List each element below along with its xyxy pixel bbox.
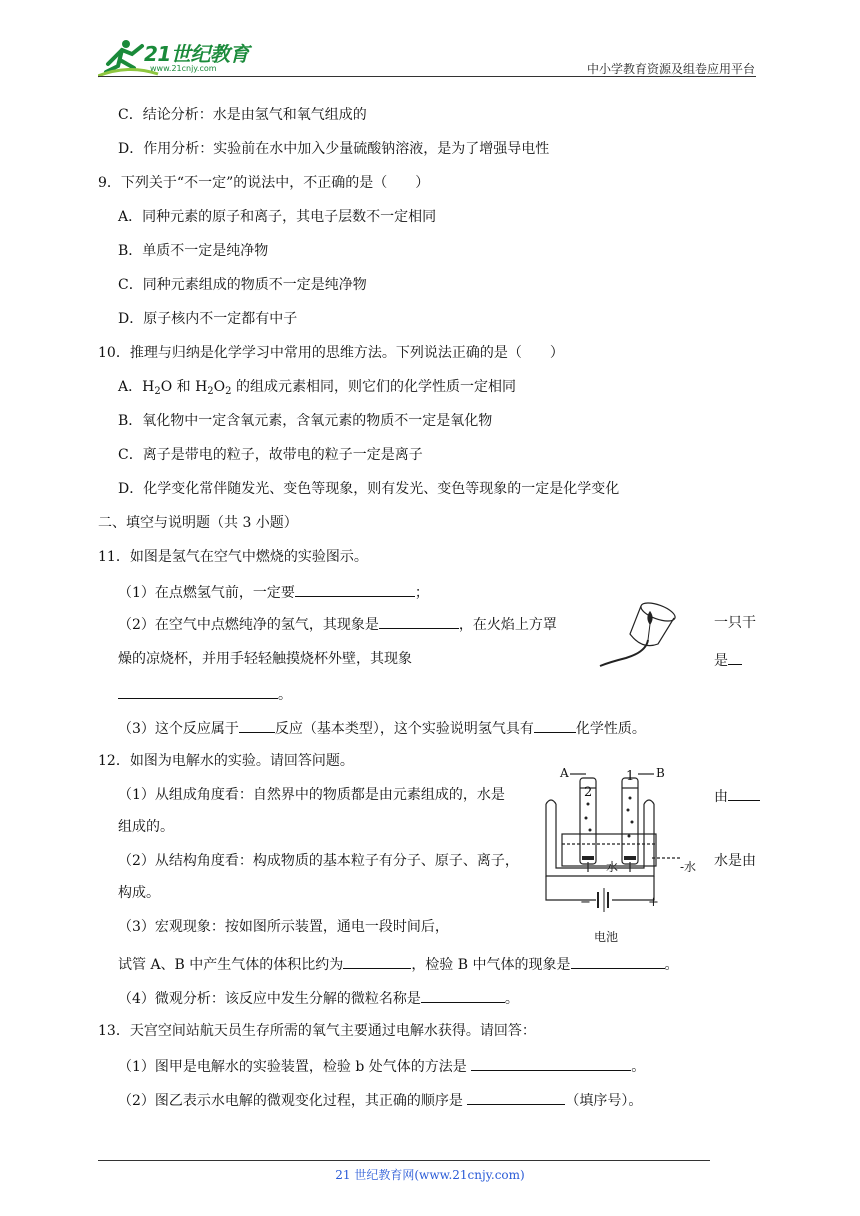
hydrogen-burning-figure: [596, 600, 696, 670]
q12-stem: 12．如图为电解水的实验。请回答问题。: [98, 753, 354, 769]
q8-option-c: C．结论分析：水是由氢气和氧气组成的: [118, 107, 367, 123]
q12-part1-line2: 组成的。: [118, 819, 174, 835]
q11-part2-cont: 一只干: [714, 615, 756, 631]
electrolysis-tube-1: 1: [626, 769, 635, 784]
answer-blank[interactable]: [467, 1090, 565, 1105]
q11-part2: （2）在空气中点燃纯净的氢气，其现象是 ，在火焰上方罩: [118, 614, 557, 634]
q10-option-c: C．离子是带电的粒子，故带电的粒子一定是离子: [118, 447, 423, 463]
header-divider: [98, 76, 756, 77]
footer-divider: [98, 1160, 710, 1161]
answer-blank[interactable]: [118, 684, 278, 699]
platform-name: 中小学教育资源及组卷应用平台: [586, 62, 755, 76]
q9-option-c: C．同种元素组成的物质不一定是纯净物: [118, 277, 367, 293]
q13-stem: 13．天宫空间站航天员生存所需的氧气主要通过电解水获得。请回答：: [98, 1023, 536, 1039]
electrolysis-water-label: 水: [606, 860, 619, 874]
q11-stem: 11．如图是氢气在空气中燃烧的实验图示。: [98, 549, 368, 565]
electrolysis-tube-2: 2: [584, 785, 593, 800]
answer-blank[interactable]: [239, 718, 275, 733]
q11-part2-line3: 。: [118, 684, 292, 704]
answer-blank[interactable]: [728, 786, 760, 801]
electrolysis-water-pointer-label: -水: [680, 860, 697, 874]
electrolysis-minus: −: [580, 895, 591, 910]
q12-part3-line2: 试管 A、B 中产生气体的体积比约为 ，检验 B 中气体的现象是 。: [118, 954, 679, 974]
answer-blank[interactable]: [421, 988, 505, 1003]
electrolysis-figure: [540, 764, 710, 912]
q9-stem: 9．下列关于“不一定”的说法中，不正确的是（ ）: [98, 175, 430, 191]
answer-blank[interactable]: [471, 1056, 631, 1071]
logo-url: www.21cnjy.com: [150, 64, 217, 73]
q12-part3: （3）宏观现象：按如图所示装置，通电一段时间后，: [118, 919, 449, 935]
q10-stem: 10．推理与归纳是化学学习中常用的思维方法。下列说法正确的是（ ）: [98, 345, 564, 361]
q13-part1: （1）图甲是电解水的实验装置，检验 b 处气体的方法是 。: [118, 1056, 645, 1076]
q11-part3: （3）这个反应属于 反应（基本类型），这个实验说明氢气具有 化学性质。: [118, 718, 646, 738]
answer-blank[interactable]: [295, 582, 415, 597]
q9-option-d: D．原子核内不一定都有中子: [118, 311, 298, 327]
q8-option-d: D．作用分析：实验前在水中加入少量硫酸钠溶液，是为了增强导电性: [118, 141, 550, 157]
q12-part2: （2）从结构角度看：构成物质的基本粒子有分子、原子、离子，: [118, 853, 519, 869]
logo-text: 21世纪教育: [144, 42, 249, 66]
electrolysis-label-a: A: [560, 766, 569, 780]
q10-option-d: D．化学变化常伴随发光、变色等现象，则有发光、变色等现象的一定是化学变化: [118, 481, 620, 497]
q11-part2-line2: 燥的凉烧杯，并用手轻轻触摸烧杯外壁，其现象: [118, 651, 412, 667]
q12-part2-cont: 水是由: [714, 853, 756, 869]
q13-part2: （2）图乙表示水电解的微观变化过程，其正确的顺序是 （填序号）。: [118, 1090, 642, 1110]
q9-option-a: A．同种元素的原子和离子，其电子层数不一定相同: [118, 209, 437, 225]
electrolysis-battery-label: 电池: [594, 930, 619, 944]
q12-part4: （4）微观分析：该反应中发生分解的微粒名称是 。: [118, 988, 519, 1008]
q10-option-a: A．$H_2O$ 和 $H_2O_2$ 的组成元素相同，则它们的化学性质一定相同: [118, 379, 516, 397]
q9-option-b: B．单质不一定是纯净物: [118, 243, 269, 259]
q12-part1-cont: 由: [714, 786, 760, 806]
q11-part2-line2-end: 是: [714, 650, 742, 670]
answer-blank[interactable]: [534, 718, 576, 733]
answer-blank[interactable]: [379, 614, 459, 629]
q11-part1: （1）在点燃氢气前，一定要 ；: [118, 582, 429, 602]
q12-part1: （1）从组成角度看：自然界中的物质都是由元素组成的，水是: [118, 787, 505, 803]
q12-part2-line2: 构成。: [118, 885, 160, 901]
footer-text[interactable]: 21 世纪教育网(www.21cnjy.com): [335, 1168, 525, 1182]
answer-blank[interactable]: [343, 954, 411, 969]
answer-blank[interactable]: [728, 650, 742, 665]
electrolysis-label-b: B: [656, 766, 665, 780]
section-2-title: 二、填空与说明题（共 3 小题）: [98, 515, 298, 531]
answer-blank[interactable]: [571, 954, 665, 969]
electrolysis-plus: +: [648, 895, 659, 910]
q10-option-b: B．氧化物中一定含氧元素，含氧元素的物质不一定是氧化物: [118, 413, 493, 429]
